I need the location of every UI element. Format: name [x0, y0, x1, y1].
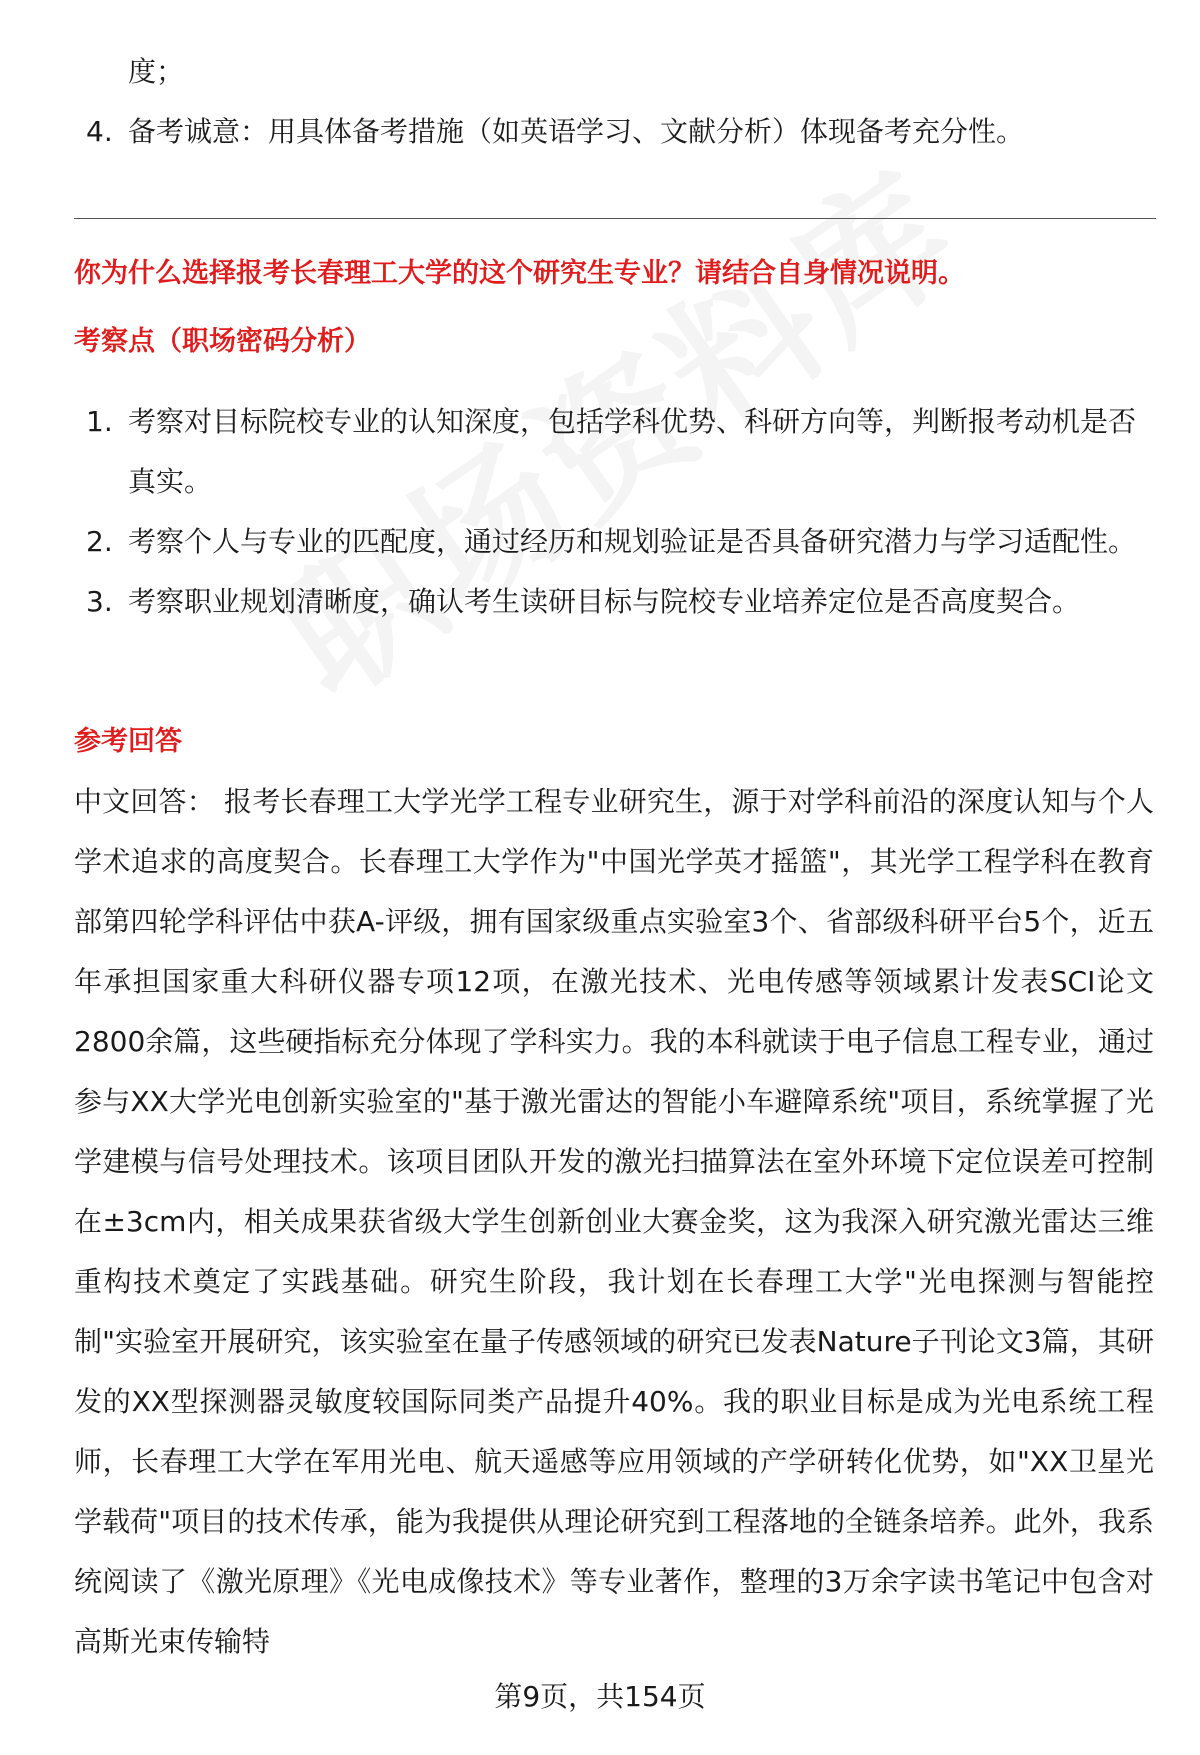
exam-points-heading: 考察点（职场密码分析）: [74, 326, 371, 357]
section-divider: [74, 218, 1156, 219]
list-text: 考察职业规划清晰度，确认考生读研目标与院校专业培养定位是否高度契合。: [128, 585, 1081, 618]
list-item: [74, 572, 1150, 632]
list-item: [74, 102, 1150, 162]
question-heading: 你为什么选择报考长春理工大学的这个研究生专业？请结合自身情况说明。: [74, 258, 965, 289]
list-number: 2.: [86, 525, 113, 558]
list-text: 考察对目标院校专业的认知深度，包括学科优势、科研方向等，判断报考动机是否真实。: [128, 405, 1137, 498]
list-text: 度；: [128, 55, 185, 88]
list-number: 4.: [86, 115, 113, 148]
page-footer: 第9页，共154页: [494, 1680, 706, 1713]
answer-paragraph: 中文回答： 报考长春理工大学光学工程专业研究生，源于对学科前沿的深度认知与个人学术追求的高度契合。长春理工大学作为"中国光学英才摇篮"，其光学工程学科在教育部第四轮学科评估中获A-评级，拥有国家级重点实验室3个、省部级科研平台5个，近五年承担国家重大科研仪器专项12项，在激光技术、光电传感等领域累计发表SCI论文2800余篇，这些硬指标充分体现了学科实力。我的本科就读于电子信息工程专业，通过参与XX大学光电创新实验室的"基于激光雷达的智能小车避障系统"项目，系统掌握了光学建模与信号处理技术。该项目团队开发的激光扫描算法在室外环境下定位误差可控制在±3cm内，相关成果获省级大学生创新创业大赛金奖，这为我深入研究激光雷达三维重构技术奠定了实践基础。研究生阶段，我计划在长春理工大学"光电探测与智能控制"实验室开展研究，该实验室在量子传感领域的研究已发表Nature子刊论文3篇，其研发的XX型探测器灵敏度较国际同类产品提升40%。我的职业目标是成为光电系统工程师，长春理工大学在军用光电、航天遥感等应用领域的产学研转化优势，如"XX卫星光学载荷"项目的技术传承，能为我提供从理论研究到工程落地的全链条培养。此外，我系统阅读了《激光原理》《光电成像技术》等专业著作，整理的3万余字读书笔记中包含对高斯光束传输特: [74, 785, 1154, 1658]
list-number: 3.: [86, 585, 113, 618]
exam-points-list: [74, 392, 1150, 632]
answer-heading: 参考回答: [74, 726, 182, 757]
list-item: [74, 392, 1150, 512]
list-item: [74, 42, 1150, 102]
list-number: 1.: [86, 405, 113, 438]
list-text: 备考诚意：用具体备考措施（如英语学习、文献分析）体现备考充分性。: [128, 115, 1025, 148]
list-item: [74, 512, 1150, 572]
list-text: 考察个人与专业的匹配度，通过经历和规划验证是否具备研究潜力与学习适配性。: [128, 525, 1137, 558]
previous-list: [74, 42, 1150, 162]
